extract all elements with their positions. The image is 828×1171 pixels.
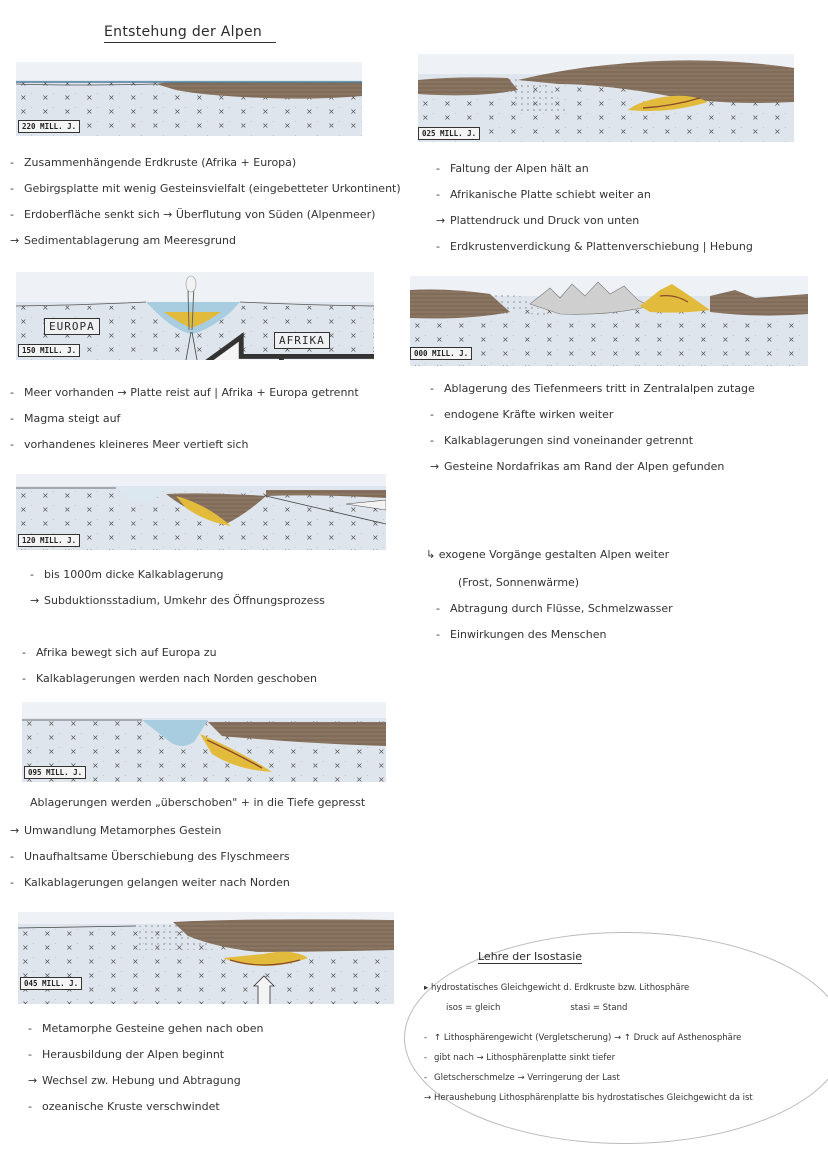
list-item: → Umwandlung Metamorphes Gestein (10, 824, 222, 837)
diagram-120 (16, 474, 386, 550)
notes-120b (22, 640, 317, 692)
notes-000 (430, 376, 755, 480)
label-afrika: AFRIKA (274, 332, 330, 349)
age-label-095: 095 MILL. J. (24, 766, 86, 779)
spacer (424, 1018, 753, 1028)
isostasie-list (424, 978, 753, 1108)
cross-section-045 (18, 912, 394, 1004)
list-item: - Kalkablagerungen werden nach Norden geschoben (22, 672, 317, 685)
list-item: → Heraushebung Lithosphärenplatte bis hydrostatisches Gleichgewicht da ist (424, 1093, 753, 1103)
notes-220 (10, 150, 401, 254)
list-item: - ozeanische Kruste verschwindet (28, 1100, 220, 1113)
list-item: - Einwirkungen des Menschen (436, 628, 607, 641)
notes-025 (436, 156, 753, 260)
isostasie-definition: ▸ hydrostatisches Gleichgewicht d. Erdkruste bzw. Lithosphäre (424, 983, 690, 993)
isostasie-etymology: isos = gleich stasi = Stand (446, 1003, 628, 1013)
notes-095 (10, 818, 290, 896)
list-item: - Erdkrustenverdickung & Plattenverschiebung | Hebung (436, 240, 753, 253)
age-label-000: 000 MILL. J. (410, 347, 472, 360)
list-item: - Gebirgsplatte mit wenig Gesteinsvielfalt (eingebetteter Urkontinent) (10, 182, 401, 195)
list-item: - Herausbildung der Alpen beginnt (28, 1048, 225, 1061)
list-item: - Afrikanische Platte schiebt weiter an (436, 188, 651, 201)
age-label-045: 045 MILL. J. (20, 977, 82, 990)
diagram-025 (418, 54, 794, 142)
exogen-line2: (Frost, Sonnenwärme) (458, 576, 580, 589)
list-item: - Zusammenhängende Erdkruste (Afrika + Europa) (10, 156, 297, 169)
list-item: - bis 1000m dicke Kalkablagerung (30, 568, 224, 581)
label-europa: EUROPA (44, 318, 100, 335)
list-item: - Unaufhaltsame Überschiebung des Flyschmeers (10, 850, 290, 863)
diagram-150 (16, 272, 374, 360)
page-title: Entstehung der Alpen (104, 24, 276, 43)
notes-150 (10, 380, 359, 458)
age-label-150: 150 MILL. J. (18, 344, 80, 357)
notes-120 (30, 562, 325, 614)
list-item: - endogene Kräfte wirken weiter (430, 408, 614, 421)
diagram-095 (22, 702, 386, 782)
list-item: → Gesteine Nordafrikas am Rand der Alpen gefunden (430, 460, 725, 473)
notes-045 (28, 1016, 264, 1120)
list-item: - Gletscherschmelze → Verringerung der Last (424, 1073, 620, 1083)
notes-095-first: Ablagerungen werden „überschoben" + in die Tiefe gepresst (30, 796, 366, 809)
notes-exogen (436, 596, 673, 648)
list-item: - Afrika bewegt sich auf Europa zu (22, 646, 217, 659)
diagram-045 (18, 912, 394, 1004)
list-item: → Plattendruck und Druck von unten (436, 214, 640, 227)
age-label-120: 120 MILL. J. (18, 534, 80, 547)
arrow-right-icon (210, 332, 374, 360)
list-item: - Ablagerung des Tiefenmeers tritt in Zentralalpen zutage (430, 382, 755, 395)
exogen-line1: ↳ exogene Vorgänge gestalten Alpen weiter (426, 548, 670, 561)
list-item: - Abtragung durch Flüsse, Schmelzwasser (436, 602, 673, 615)
age-label-025: 025 MILL. J. (418, 127, 480, 140)
age-label-220: 220 MILL. J. (18, 120, 80, 133)
list-item: → Wechsel zw. Hebung und Abtragung (28, 1074, 241, 1087)
list-item: - gibt nach → Lithosphärenplatte sinkt tiefer (424, 1053, 616, 1063)
diagram-000 (410, 276, 808, 366)
list-item: - Kalkablagerungen gelangen weiter nach Norden (10, 876, 290, 889)
list-item: - Kalkablagerungen sind voneinander getrennt (430, 434, 694, 447)
list-item: - ↑ Lithosphärengewicht (Vergletscherung) → ↑ Druck auf Asthenosphäre (424, 1033, 742, 1043)
list-item: - Meer vorhanden → Platte reist auf | Afrika + Europa getrennt (10, 386, 359, 399)
list-item: - Faltung der Alpen hält an (436, 162, 589, 175)
diagram-220 (16, 62, 362, 136)
list-item: → Subduktionsstadium, Umkehr des Öffnungsprozess (30, 594, 325, 607)
list-item: - Erdoberfläche senkt sich → Überflutung von Süden (Alpenmeer) (10, 208, 376, 221)
list-item: → Sedimentablagerung am Meeresgrund (10, 234, 236, 247)
list-item: - Magma steigt auf (10, 412, 121, 425)
list-item: - Metamorphe Gesteine gehen nach oben (28, 1022, 264, 1035)
isostasie-title: Lehre der Isostasie (478, 950, 583, 963)
list-item: - vorhandenes kleineres Meer vertieft sich (10, 438, 249, 451)
